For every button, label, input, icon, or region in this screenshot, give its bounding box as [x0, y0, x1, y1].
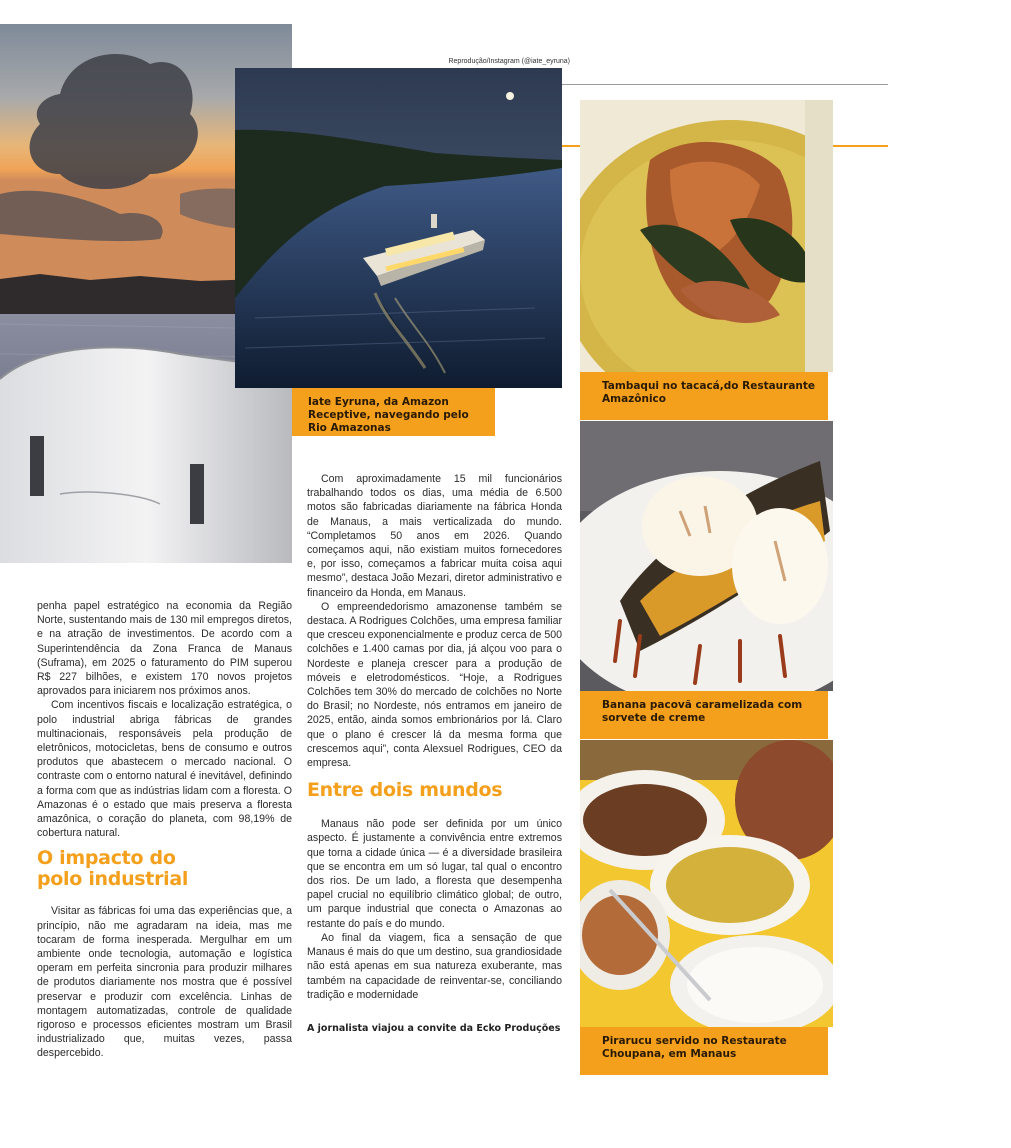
section-heading-industrial	[37, 848, 292, 890]
heading-line: O impacto do	[37, 847, 176, 870]
boat-photo-caption: Iate Eyruna, da Amazon Receptive, navegando pelo Rio Amazonas	[292, 388, 495, 436]
section-heading-two-worlds: Entre dois mundos	[307, 779, 503, 802]
paragraph: Com incentivos fiscais e localização estratégica, o polo industrial abriga fábricas de grandes multinacionais, responsáveis pela produção de eletrônicos, motocicletas, bens de consumo e outros produtos que abastecem o mercado nacional. O contraste com o entorno natural é inevitável, definindo a forma com que as indústrias lidam com a floresta. O Amazonas é o estado que mais preserva a floresta amazônica, o coração do planeta, com 98,19% de cobertura natural.	[37, 699, 292, 840]
top-divider-rule	[562, 84, 888, 85]
author-signoff: A jornalista viajou a convite da Ecko Produções	[307, 1022, 561, 1034]
paragraph: penha papel estratégico na economia da Região Norte, sustentando mais de 130 mil empregos diretos, e na atração de investimentos. De acordo com a Superintendência da Zona Franca de Manaus (Suframa), em 2025 o faturamento do PIM superou R$ 227 bilhões, e existem 170 novos projetos aprovados para iniciarem nos próximos anos.	[37, 600, 292, 698]
banana-dessert-photo	[580, 421, 833, 691]
tambaqui-photo-caption: Tambaqui no tacacá,do Restaurante Amazônico	[580, 372, 828, 420]
photo-credit: Reprodução/Instagram (@iate_eyruna)	[448, 58, 570, 65]
pirarucu-meal-photo	[580, 740, 833, 1027]
paragraph: O empreendedorismo amazonense também se destaca. A Rodrigues Colchões, uma empresa familiar que cresceu exponencialmente e produz cerca de 500 colchões e 1.400 camas por dia, já alçou voo para o Nordeste e planeja crescer para a produção de móveis e eletrodomésticos. “Hoje, a Rodrigues Colchões tem 30% do mercado de colchões no Norte do Brasil; no Nordeste, nós entramos em janeiro de 2025, então, ainda somos embrionários por lá. Claro que o plano é crescer lá da mesma forma que crescemos aqui”, conta Alexsuel Rodrigues, CEO da empresa.	[307, 600, 563, 770]
paragraph: Ao final da viagem, fica a sensação de que Manaus é mais do que um destino, sua grandiosidade não está apenas em sua natureza exuberante, mas também na capacidade de reinventar-se, conciliando tradição e modernidade	[307, 931, 562, 1001]
paragraph: Visitar as fábricas foi uma das experiências que, a princípio, não me agradaram na ideia, mas me tocaram de forma inesperada. Mergulhar em um ambiente onde tecnologia, automação e logística operam em perfeita sincronia para produzir milhares de produtos diariamente nos mostra que é possível preservar e produzir com excelência. Linhas de montagem automatizadas, controle de qualidade rigoroso e processos eficientes mostram um Brasil industrializado que, muitas vezes, passa despercebido.	[37, 905, 292, 1060]
pirarucu-photo-caption: Pirarucu servido no Restaurate Choupana, em Manaus	[580, 1027, 828, 1075]
tambaqui-dish-photo	[580, 100, 833, 372]
yacht-night-river-photo	[235, 68, 562, 388]
paragraph: Com aproximadamente 15 mil funcionários trabalhando todos os dias, uma média de 6.500 motos são fabricadas diariamente na fábrica Honda de Manaus, a mais verticalizada do mundo. “Completamos 50 anos em 2026. Quando começamos aqui, não existiam muitos fornecedores e, por isso, começamos a fabricar muita coisa aqui mesmo”, destaca João Mezari, diretor administrativo e financeiro da Honda, em Manaus.	[307, 473, 562, 599]
banana-photo-caption: Banana pacovã caramelizada com sorvete de creme	[580, 691, 828, 739]
paragraph: Manaus não pode ser definida por um único aspecto. É justamente a convivência entre extremos que torna a cidade única — é a diversidade brasileira que se encontra em um só lugar, tal qual o encontro dos rios. De um lado, a floresta que desempenha papel crucial no equilíbrio climático global; de outro, um parque industrial que conecta o Amazonas ao restante do país e do mundo.	[307, 818, 562, 930]
heading-line: polo industrial	[37, 868, 189, 891]
middle-text-column	[307, 472, 562, 1036]
left-text-column	[37, 599, 292, 1061]
